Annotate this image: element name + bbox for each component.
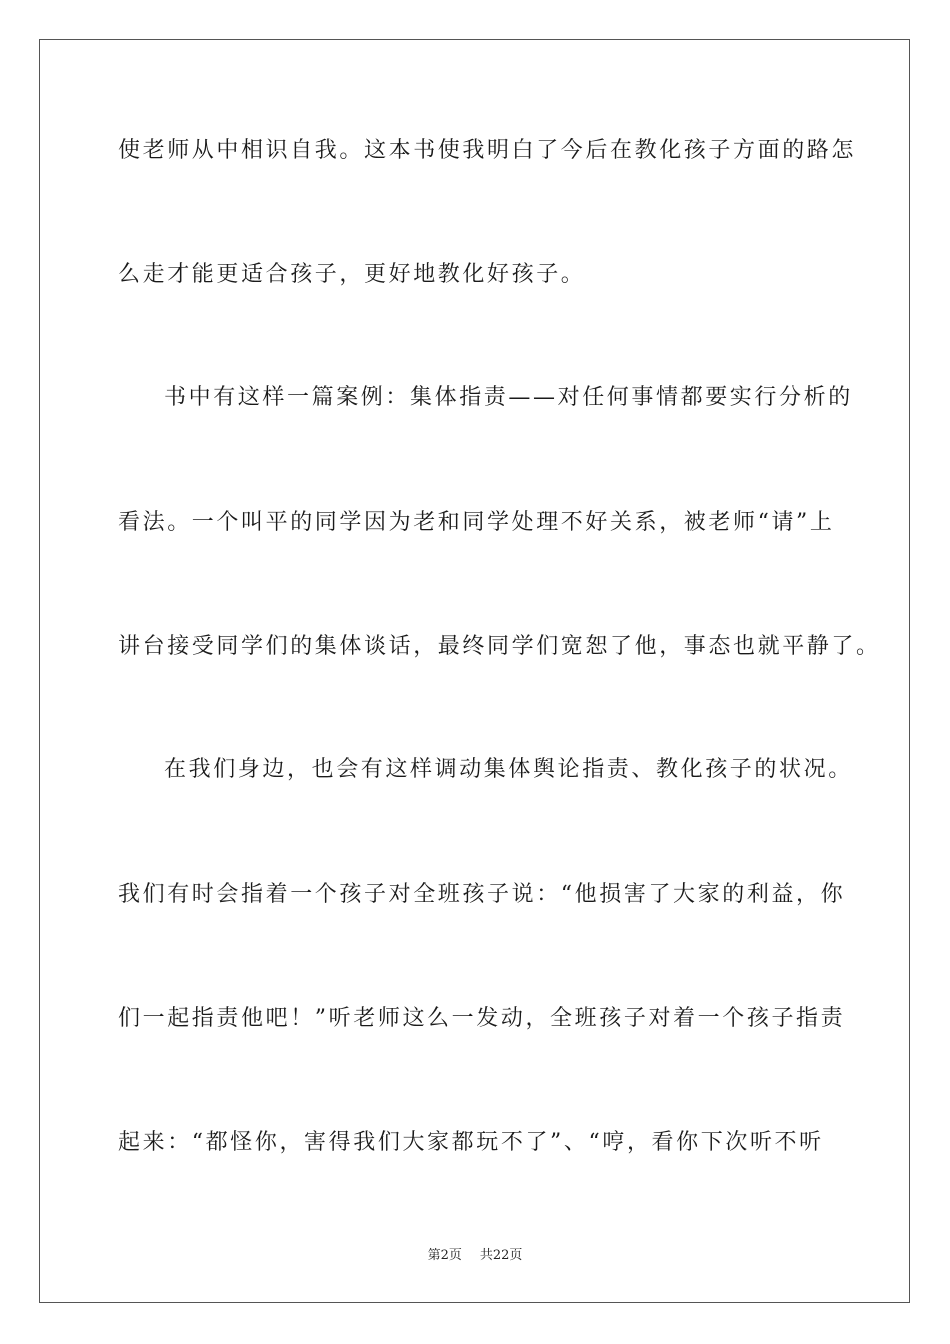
page-total: 共22页: [479, 1248, 523, 1263]
text-line: 们一起指责他吧！”听老师这么一发动，全班孩子对着一个孩子指责: [118, 1006, 846, 1031]
text-line: 讲台接受同学们的集体谈话，最终同学们宽恕了他，事态也就平静了。: [118, 634, 881, 659]
page-border: [39, 39, 910, 1303]
paragraph-start-line: 在我们身边，也会有这样调动集体舆论指责、教化孩子的状况。: [164, 757, 853, 782]
page-footer: [0, 1247, 950, 1265]
text-line: 看法。一个叫平的同学因为老和同学处理不好关系，被老师“请”上: [118, 510, 835, 535]
text-line: 使老师从中相识自我。这本书使我明白了今后在教化孩子方面的路怎: [118, 138, 857, 163]
text-line: 我们有时会指着一个孩子对全班孩子说：“他损害了大家的利益，你: [118, 882, 846, 907]
text-line: 么走才能更适合孩子，更好地教化好孩子。: [118, 262, 586, 287]
page-number: 第2页: [427, 1248, 462, 1263]
text-line: 起来：“都怪你，害得我们大家都玩不了”、“哼，看你下次听不听: [118, 1130, 824, 1155]
paragraph-start-line: 书中有这样一篇案例：集体指责——对任何事情都要实行分析的: [164, 385, 853, 410]
